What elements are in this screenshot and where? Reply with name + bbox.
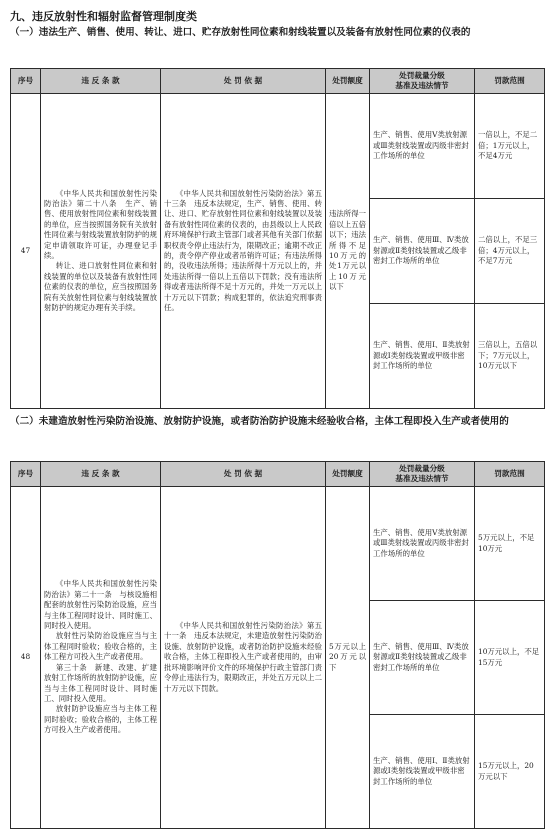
fine-range: 二倍以上，不足三倍；4万元以上，不足7万元	[475, 199, 545, 304]
table-header-row	[11, 69, 545, 94]
violated-clause	[41, 487, 161, 829]
clause-paragraph: 《中华人民共和国放射性污染防治法》第二十八条 生产、销售、使用放射性同位素和射线装置的单位，应当按照国务院有关放射性同位素与射线装置放射防护的规定申请领取许可证，办理登记手续。	[44, 188, 157, 260]
penalty-limit: 5万元以上20万元以下	[326, 487, 370, 829]
part2-subtitle: （二）未建造放射性污染防治设施、放射防护设施，或者防治防护设施未经验收合格，主体工程即投入生产或者使用的	[10, 416, 509, 427]
clause-paragraph: 《中华人民共和国放射性污染防治法》第二十一条 与核设施相配套的放射性污染防治设施，应当与主体工程同时设计、同时施工、同时投入使用。	[44, 579, 157, 631]
penalty-basis	[161, 487, 326, 829]
clause-paragraph: 第三十条 新建、改建、扩建放射工作场所的放射防护设施，应当与主体工程同时设计、同时施工、同时投入使用。	[44, 662, 157, 703]
header-fine: 罚款范围	[475, 462, 545, 487]
basis-paragraph: 《中华人民共和国放射性污染防治法》第五十三条 违反本法规定，生产、销售、使用、转让、进口、贮存放射性同位素和射线装置以及装备有放射性同位素的仪表的，由县级以上人民政府环境保护行政主管部门或者其他有关部门依据职权责令停止违法行为，限期改正；逾期不改正的，责令停产停业或者吊销许可证；有违法所得的，没收违法所得；违法所得十万元以上的，并处违法所得一倍以上五倍以下罚款；没有违法所得或者违法所得不足十万元的，并处一万元以上十万元以下罚款；构成犯罪的，依法追究刑事责任。	[164, 188, 322, 313]
clause-paragraph: 放射防护设施应当与主体工程同时验收；验收合格的，主体工程方可投入生产或者使用。	[44, 704, 157, 735]
fine-range: 10万元以上，不足15万元	[475, 601, 545, 715]
fine-range: 一倍以上，不足二倍；1万元以上，不足4万元	[475, 94, 545, 199]
header-clause: 违 反 条 款	[41, 69, 161, 94]
table-row	[11, 487, 545, 601]
discretion-level: 生产、销售、使用Ⅰ、Ⅱ类放射源或Ⅰ类射线装置或甲级非密封工作场所的单位	[370, 304, 475, 409]
clause-paragraph: 转让、进口放射性同位素和射线装置的单位以及装备有放射性同位素的仪表的单位，应当按照国务院有关放射性同位素与射线装置放射防护的规定办理有关手续。	[44, 261, 157, 313]
fine-range: 5万元以上，不足10万元	[475, 487, 545, 601]
discretion-level: 生产、销售、使用Ⅲ、Ⅳ类放射源或Ⅱ类射线装置或乙级非密封工作场所的单位	[370, 601, 475, 715]
fine-range: 15万元以上，20万元以下	[475, 715, 545, 829]
basis-paragraph: 《中华人民共和国放射性污染防治法》第五十一条 违反本法规定，未建造放射性污染防治设施、放射防护设施，或者防治防护设施未经验收合格，主体工程即投入生产或者使用的，由审批环境影响评价文件的环境保护行政主管部门责令停止违法行为，限期改正，并处五万元以上二十万元以下罚款。	[164, 621, 322, 693]
row-number: 47	[11, 94, 41, 409]
penalty-basis	[161, 94, 326, 409]
fine-range: 三倍以上，五倍以下；7万元以上，10万元以下	[475, 304, 545, 409]
discretion-level: 生产、销售、使用Ⅴ类放射源或Ⅲ类射线装置或丙级非密封工作场所的单位	[370, 94, 475, 199]
discretion-level: 生产、销售、使用Ⅰ、Ⅱ类放射源或Ⅰ类射线装置或甲级非密封工作场所的单位	[370, 715, 475, 829]
header-basis: 处 罚 依 据	[161, 69, 326, 94]
penalty-table-2	[10, 461, 545, 829]
header-limit: 处罚额度	[326, 462, 370, 487]
violated-clause	[41, 94, 161, 409]
header-limit: 处罚额度	[326, 69, 370, 94]
penalty-limit: 违法所得一倍以上五倍以下；违法所得不足10万元的处1万元以上10万元以下	[326, 94, 370, 409]
row-number: 48	[11, 487, 41, 829]
header-fine: 罚款范围	[475, 69, 545, 94]
discretion-level: 生产、销售、使用Ⅲ、Ⅳ类放射源或Ⅱ类射线装置或乙级非密封工作场所的单位	[370, 199, 475, 304]
table-header-row	[11, 462, 545, 487]
header-clause: 违 反 条 款	[41, 462, 161, 487]
penalty-table-1	[10, 68, 545, 409]
table-row	[11, 94, 545, 199]
clause-paragraph: 放射性污染防治设施应当与主体工程同时验收；验收合格的，主体工程方可投入生产或者使用。	[44, 631, 157, 662]
header-basis: 处 罚 依 据	[161, 462, 326, 487]
header-level: 处罚裁量分级 基准及违法情节	[370, 69, 475, 94]
header-level: 处罚裁量分级 基准及违法情节	[370, 462, 475, 487]
header-no: 序号	[11, 69, 41, 94]
discretion-level: 生产、销售、使用Ⅴ类放射源或Ⅲ类射线装置或丙级非密封工作场所的单位	[370, 487, 475, 601]
section-title: 九、违反放射性和辐射监督管理制度类	[10, 10, 197, 23]
header-no: 序号	[11, 462, 41, 487]
part1-subtitle: （一）违法生产、销售、使用、转让、进口、贮存放射性同位素和射线装置以及装备有放射性同位素的仪表的	[10, 27, 471, 38]
